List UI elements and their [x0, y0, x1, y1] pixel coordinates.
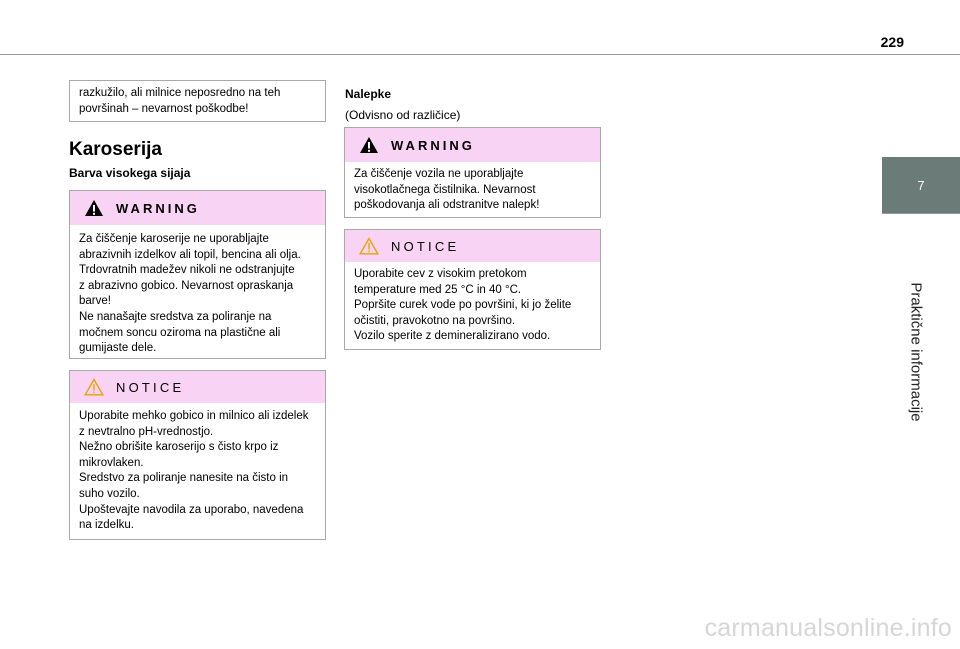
warning-text: Za čiščenje karoserije ne uporabljajte abrazivnih izdelkov ali topil, bencina ali olja. Trdovratnih madežev nikoli ne odstranjujte z abrazivno gobico. Nevarnost opraskanja barve! Ne nanašajte sredstva za poliranje na močnem soncu oziroma na plastične ali gumijaste dele. [79, 233, 301, 355]
notice-triangle-icon [84, 378, 104, 396]
right-notice-title: NOTICE [391, 238, 460, 254]
right-notice-text: Uporabite cev z visokim pretokom temperature med 25 °C in 40 °C. Popršite curek vode po površini, ki jo želite očistiti, pravokotno na površino. Vozilo sperite z demineralizirano vodo. [354, 268, 572, 343]
chapter-tab[interactable] [882, 157, 960, 213]
right-notice-callout [344, 229, 601, 350]
chapter-title: Praktične informacije [907, 282, 925, 422]
right-warning-callout [344, 127, 601, 218]
warning-title: WARNING [116, 200, 200, 216]
page-number: 229 [880, 34, 904, 50]
continuation-box [69, 80, 326, 122]
continuation-text: razkužilo, ali milnice neposredno na teh površinah – nevarnost poškodbe! [79, 87, 281, 115]
right-notice-header [345, 230, 600, 262]
chapter-divider [882, 213, 960, 214]
footer-watermark: carmanualsonline.info [704, 614, 952, 642]
warning-header [70, 191, 325, 225]
right-section-title: Nalepke [345, 87, 392, 101]
warning-callout [69, 190, 326, 359]
warning-triangle-icon [84, 199, 104, 217]
right-warning-header [345, 128, 600, 162]
chapter-number: 7 [917, 177, 925, 193]
section-title: Karoserija [69, 139, 162, 160]
notice-callout [69, 370, 326, 540]
right-subtitle: (Odvisno od različice) [345, 108, 461, 122]
notice-header [70, 371, 325, 403]
notice-title: NOTICE [116, 379, 185, 395]
notice-text: Uporabite mehko gobico in milnico ali izdelek z nevtralno pH-vrednostjo. Nežno obrišite karoserijo s čisto krpo iz mikrovlaken. Sredstvo za poliranje nanesite na čisto in suho vozilo. Upoštevajte navodila za uporabo, navedena na izdelku. [79, 410, 309, 532]
top-divider [0, 54, 960, 55]
right-warning-text: Za čiščenje vozila ne uporabljajte visokotlačnega čistilnika. Nevarnost poškodovanja ali odstranitve nalepk! [354, 168, 540, 212]
right-warning-title: WARNING [391, 137, 475, 153]
subsection-title: Barva visokega sijaja [69, 166, 191, 180]
notice-triangle-icon [359, 237, 379, 255]
warning-triangle-icon [359, 136, 379, 154]
